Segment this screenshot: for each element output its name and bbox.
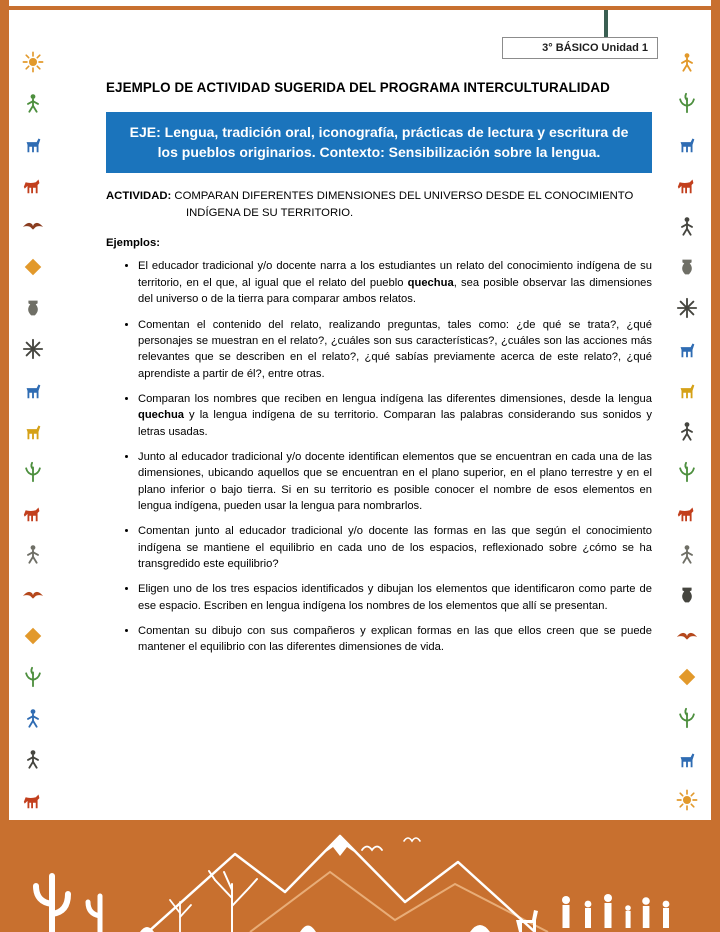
condor-icon [21, 583, 45, 607]
plant-icon [675, 460, 699, 484]
bird-icon [362, 847, 382, 851]
left-border-bar [0, 0, 9, 932]
llama-icon [675, 132, 699, 156]
fox-icon [675, 173, 699, 197]
sun-icon [675, 788, 699, 812]
pot-icon [21, 296, 45, 320]
person-icon [21, 542, 45, 566]
fox-icon [675, 501, 699, 525]
example-bullet: • Comentan junto al educador tradicional y/o docente las formas en las que según el conocimiento indígena se mantiene el equilibrio en cada uno de los espacios, reflexionado sobre ¿cómo se ha transgredido este equilibrio? [138, 523, 652, 572]
example-bullet: • Eligen uno de los tres espacios identificados y dibujan los elementos que identificaron como parte de ese espacio. Escriben en lengua indígena los nombres de los elementos que allí se presentan. [138, 581, 652, 614]
person-icon [675, 542, 699, 566]
diamond-icon [675, 665, 699, 689]
right-icon-column [669, 50, 705, 812]
activity-text: COMPARAN DIFERENTES DIMENSIONES DEL UNIVERSO DESDE EL CONOCIMIENTO INDÍGENA DE SU TERRITORIO. [174, 189, 634, 219]
page-title: EJEMPLO DE ACTIVIDAD SUGERIDA DEL PROGRAMA INTERCULTURALIDAD [106, 80, 610, 95]
llama-icon [21, 132, 45, 156]
pot-icon [675, 255, 699, 279]
diamond-icon [21, 624, 45, 648]
cactus-icon [88, 896, 100, 932]
pot-icon [675, 583, 699, 607]
diamond-icon [21, 255, 45, 279]
dog-icon [675, 378, 699, 402]
example-bullet: • Junto al educador tradicional y/o docente identifican elementos que se encuentran en cada una de las dimensiones, ubicando aquellos que se encuentran en el plano superior, en el plano terrestre y en el plano inferior o bajo tierra. Si en su territorio es posible conocer el nombre de esos elementos en lengua indígena, pueden usar la lengua para nombrarlos. [138, 449, 652, 514]
example-bullet: • Comentan el contenido del relato, realizando preguntas, tales como: ¿de qué se trata?, ¿qué personajes se muestran en el relato?, ¿cuáles son sus características?, ¿cuáles son las acciones más relevantes que se describen en el relato?, ¿qué sabías previamente acerca de este relato?, ¿qué aprendiste a partir de él?, entre otras. [138, 317, 652, 382]
plant-icon [21, 460, 45, 484]
cactus-icon [36, 876, 68, 932]
fox-icon [21, 501, 45, 525]
fox-icon [21, 173, 45, 197]
footer-band [0, 820, 720, 932]
llama-icon [675, 747, 699, 771]
star-icon [21, 337, 45, 361]
unit-label-text: 3° BÁSICO Unidad 1 [542, 42, 648, 54]
sun-icon [21, 50, 45, 74]
plant-icon [675, 91, 699, 115]
examples-list [106, 258, 652, 655]
plant-icon [21, 665, 45, 689]
person-icon [21, 91, 45, 115]
content-area [106, 80, 652, 665]
llama-icon [675, 337, 699, 361]
person-icon [675, 419, 699, 443]
plant-icon [675, 706, 699, 730]
example-bullet: • El educador tradicional y/o docente narra a los estudiantes un relato del conocimiento indígena de su territorio, en el que, al igual que el relato del pueblo quechua, sea posible observar las dimensiones del universo o de la tierra para comparar ambos relatos. [138, 258, 652, 307]
right-border-bar [711, 0, 720, 932]
people-group [562, 894, 669, 928]
condor-icon [21, 214, 45, 238]
unit-label-box [502, 37, 658, 59]
activity-line [106, 188, 652, 222]
llama-icon [516, 910, 538, 932]
star-icon [675, 296, 699, 320]
unit-label-tick [604, 10, 608, 37]
llama-icon [21, 378, 45, 402]
eje-banner: EJE: Lengua, tradición oral, iconografía, prácticas de lectura y escritura de los pueblos originarios. Contexto: Sensibilización sobre la lengua. [106, 112, 652, 173]
tree-icon [170, 900, 191, 932]
footer-illustration [0, 820, 720, 932]
bird-icon [404, 838, 420, 841]
person-icon [21, 706, 45, 730]
examples-label: Ejemplos: [106, 237, 160, 250]
left-icon-column [15, 50, 51, 812]
dog-icon [21, 419, 45, 443]
person-icon [21, 747, 45, 771]
example-bullet: • Comentan su dibujo con sus compañeros y explican formas en las que ellos creen que se puede mantener el equilibrio con las diferentes dimensiones de vida. [138, 623, 652, 656]
person-icon [675, 50, 699, 74]
example-bullet: • Comparan los nombres que reciben en lengua indígena las diferentes dimensiones, desde la lengua quechua y la lengua indígena de su territorio. Comparan las palabras considerando sus sonidos y letras usadas. [138, 391, 652, 440]
activity-label: ACTIVIDAD: [106, 189, 172, 202]
fox-icon [21, 788, 45, 812]
person-icon [675, 214, 699, 238]
condor-icon [675, 624, 699, 648]
top-border-line [9, 6, 711, 10]
tree-icon [209, 871, 257, 932]
